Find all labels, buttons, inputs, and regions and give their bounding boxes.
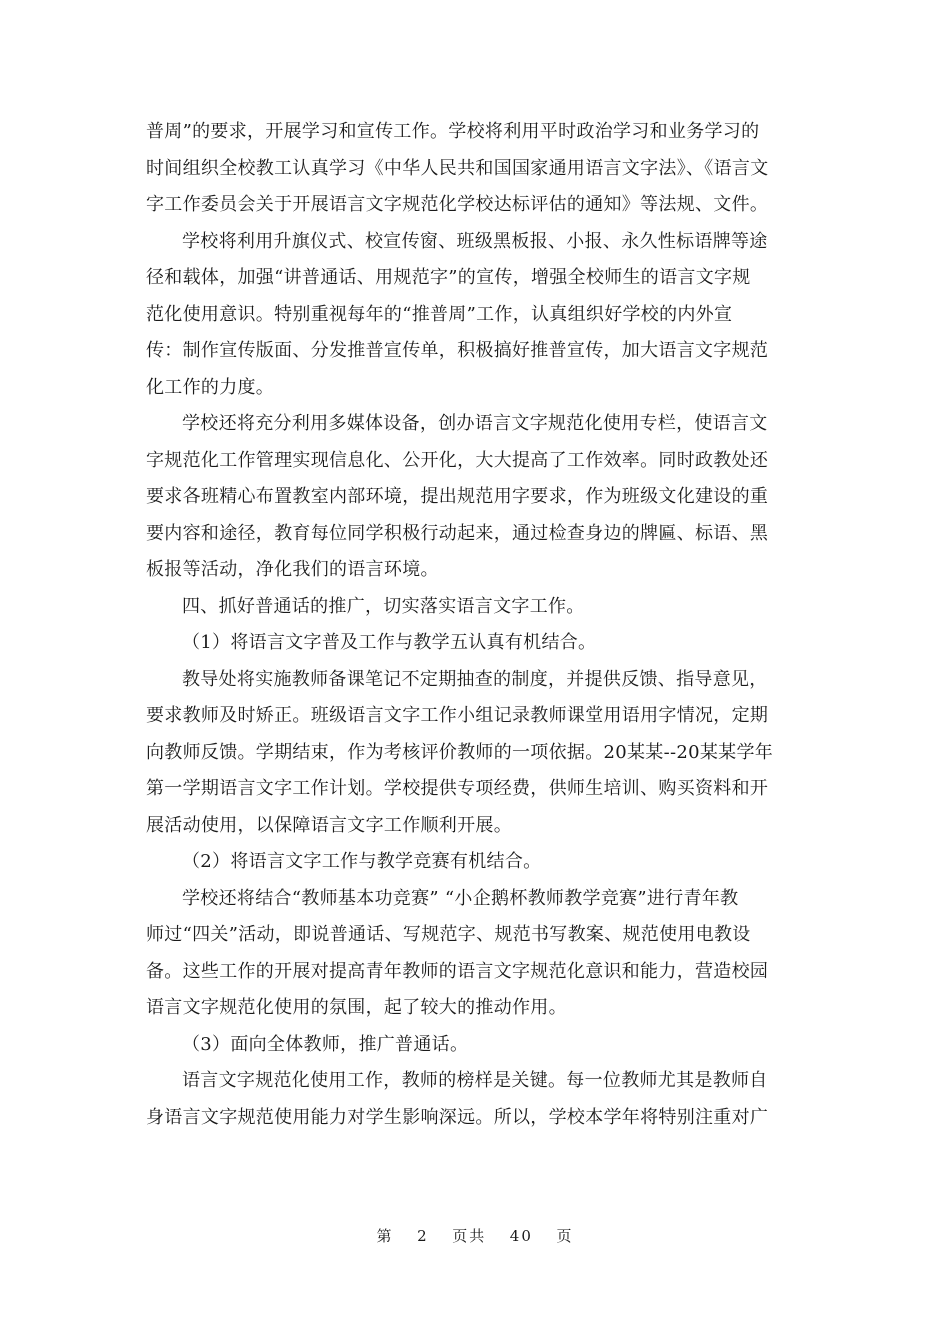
text-line: （1）将语言文字普及工作与教学五认真有机结合。 — [182, 632, 597, 653]
text-line: 第一学期语言文字工作计划。学校提供专项经费，供师生培训、购买资料和开 — [146, 778, 769, 799]
page-footer — [0, 1225, 950, 1246]
text-line: 字工作委员会关于开展语言文字规范化学校达标评估的通知》等法规、文件。 — [146, 194, 769, 215]
text-line: 径和载体，加强“讲普通话、用规范字”的宣传，增强全校师生的语言文字规 — [146, 267, 751, 288]
text-line: （2）将语言文字工作与教学竞赛有机结合。 — [182, 851, 542, 872]
footer-prefix: 第 — [376, 1227, 394, 1245]
text-line: 教导处将实施教师备课笔记不定期抽查的制度，并提供反馈、指导意见， — [182, 668, 768, 690]
footer-suffix: 页 — [556, 1227, 574, 1245]
text-line: 展活动使用，以保障语言文字工作顺利开展。 — [146, 814, 512, 836]
text-line: 学校还将充分利用多媒体设备，创办语言文字规范化使用专栏，使语言文 — [182, 413, 768, 434]
text-line: 要求各班精心布置教室内部环境，提出规范用字要求，作为班级文化建设的重 — [146, 486, 769, 507]
text-line: 化工作的力度。 — [146, 376, 275, 398]
text-line: 师过“四关”活动，即说普通话、写规范字、规范书写教案、规范使用电教设 — [146, 924, 751, 945]
text-line: 学校将利用升旗仪式、校宣传窗、班级黑板报、小报、永久性标语牌等途 — [182, 230, 768, 252]
text-line: 语言文字规范化使用工作，教师的榜样是关键。每一位教师尤其是教师自 — [182, 1070, 768, 1091]
footer-total-pages: 40 — [509, 1227, 533, 1245]
text-line: 语言文字规范化使用的氛围，起了较大的推动作用。 — [146, 997, 567, 1018]
text-line: 四、抓好普通话的推广，切实落实语言文字工作。 — [182, 595, 585, 617]
text-line: 时间组织全校教工认真学习《中华人民共和国国家通用语言文字法》、《语言文 — [146, 157, 769, 179]
text-line: 要求教师及时矫正。班级语言文字工作小组记录教师课堂用语用字情况，定期 — [146, 705, 769, 726]
text-line: 传：制作宣传版面、分发推普宣传单，积极搞好推普宣传，加大语言文字规范 — [146, 340, 769, 361]
text-line: （3）面向全体教师，推广普通话。 — [182, 1033, 469, 1055]
text-line: 普周”的要求，开展学习和宣传工作。学校将利用平时政治学习和业务学习的 — [146, 121, 760, 142]
text-line: 身语言文字规范使用能力对学生影响深远。所以，学校本学年将特别注重对广 — [146, 1106, 769, 1128]
text-line: 学校还将结合“教师基本功竞赛” “小企鹅杯教师教学竞赛”进行青年教 — [182, 887, 739, 909]
document-body — [146, 114, 806, 1136]
footer-page-number: 2 — [417, 1227, 429, 1245]
text-line: 备。这些工作的开展对提高青年教师的语言文字规范化意识和能力，营造校园 — [146, 960, 769, 982]
text-line: 字规范化工作管理实现信息化、公开化，大大提高了工作效率。同时政教处还 — [146, 449, 769, 471]
text-line: 要内容和途径，教育每位同学积极行动起来，通过检查身边的牌匾、标语、黑 — [146, 522, 769, 544]
text-line: 板报等活动，净化我们的语言环境。 — [146, 559, 439, 580]
text-line: 向教师反馈。学期结束，作为考核评价教师的一项依据。20某某--20某某学年 — [146, 741, 774, 763]
text-line: 范化使用意识。特别重视每年的“推普周”工作，认真组织好学校的内外宣 — [146, 303, 733, 325]
footer-middle: 页共 — [452, 1227, 487, 1245]
